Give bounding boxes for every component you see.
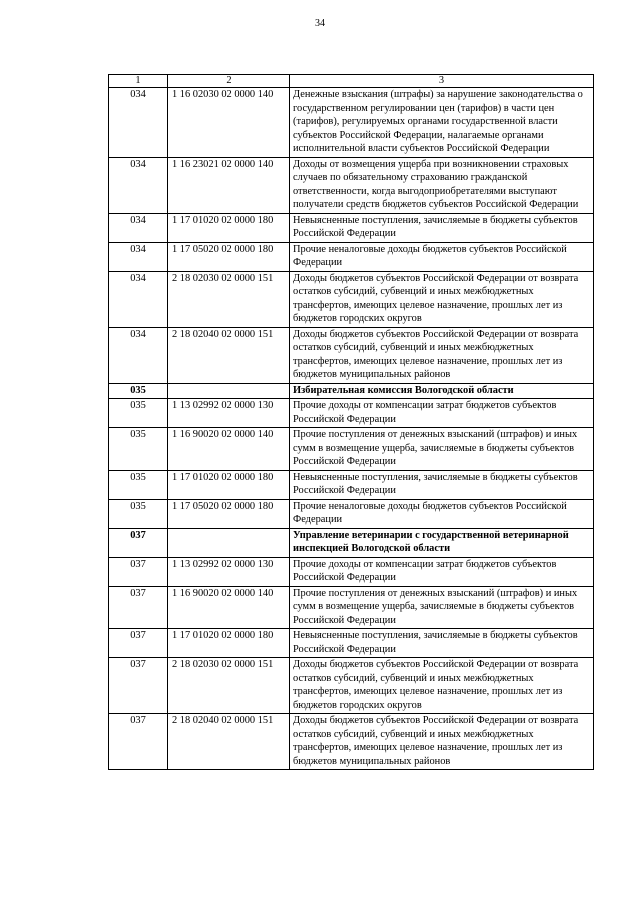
- admin-code-cell: 035: [109, 499, 168, 528]
- revenue-name-cell: Избирательная комиссия Вологодской области: [290, 383, 594, 399]
- revenue-name-cell: Невыясненные поступления, зачисляемые в бюджеты субъектов Российской Федерации: [290, 213, 594, 242]
- revenue-name-cell: Доходы бюджетов субъектов Российской Федерации от возврата остатков субсидий, субвенций и иных межбюджетных трансфертов, имеющих целевое назначение, прошлых лет из бюджетов муниципальных районов: [290, 714, 594, 770]
- table-row: [109, 499, 594, 528]
- revenue-name-cell: Прочие поступления от денежных взысканий (штрафов) и иных сумм в возмещение ущерба, зачисляемые в бюджеты субъектов Российской Федерации: [290, 428, 594, 471]
- admin-code-cell: 034: [109, 242, 168, 271]
- revenue-codes-table: [108, 74, 594, 770]
- revenue-code-cell: 2 18 02040 02 0000 151: [168, 327, 290, 383]
- revenue-name-cell: Прочие доходы от компенсации затрат бюджетов субъектов Российской Федерации: [290, 399, 594, 428]
- revenue-code-cell: [168, 528, 290, 557]
- column-header-3: 3: [290, 75, 594, 88]
- table-row: [109, 327, 594, 383]
- table-section-row: [109, 383, 594, 399]
- revenue-code-cell: 2 18 02040 02 0000 151: [168, 714, 290, 770]
- table-row: [109, 714, 594, 770]
- column-header-1: 1: [109, 75, 168, 88]
- revenue-name-cell: Доходы бюджетов субъектов Российской Федерации от возврата остатков субсидий, субвенций и иных межбюджетных трансфертов, имеющих целевое назначение, прошлых лет из бюджетов городских округов: [290, 658, 594, 714]
- revenue-code-cell: 1 13 02992 02 0000 130: [168, 399, 290, 428]
- revenue-code-cell: 1 17 01020 02 0000 180: [168, 470, 290, 499]
- table-row: [109, 88, 594, 158]
- revenue-name-cell: Доходы бюджетов субъектов Российской Федерации от возврата остатков субсидий, субвенций и иных межбюджетных трансфертов, имеющих целевое назначение, прошлых лет из бюджетов городских округов: [290, 271, 594, 327]
- revenue-code-cell: 1 13 02992 02 0000 130: [168, 557, 290, 586]
- revenue-code-cell: 1 16 90020 02 0000 140: [168, 586, 290, 629]
- admin-code-cell: 034: [109, 88, 168, 158]
- revenue-name-cell: Доходы от возмещения ущерба при возникновении страховых случаев по обязательному страхованию гражданской ответственности, когда выгодоприобретателями выступают получатели средств бюджетов субъектов Российской Федерации: [290, 157, 594, 213]
- admin-code-cell: 034: [109, 213, 168, 242]
- admin-code-cell: 035: [109, 428, 168, 471]
- revenue-code-cell: 1 17 05020 02 0000 180: [168, 242, 290, 271]
- admin-code-cell: 035: [109, 399, 168, 428]
- revenue-name-cell: Прочие поступления от денежных взысканий (штрафов) и иных сумм в возмещение ущерба, зачисляемые в бюджеты субъектов Российской Федерации: [290, 586, 594, 629]
- table-row: [109, 242, 594, 271]
- admin-code-cell: 035: [109, 470, 168, 499]
- admin-code-cell: 037: [109, 714, 168, 770]
- table-row: [109, 428, 594, 471]
- admin-code-cell: 037: [109, 658, 168, 714]
- revenue-name-cell: Денежные взыскания (штрафы) за нарушение законодательства о государственном регулировании цен (тарифов) в части цен (тарифов), регулируемых органами государственной власти субъектов Российской Федерации, налагаемые органами исполнительной власти субъектов Российской Федерации: [290, 88, 594, 158]
- revenue-name-cell: Прочие доходы от компенсации затрат бюджетов субъектов Российской Федерации: [290, 557, 594, 586]
- admin-code-cell: 034: [109, 327, 168, 383]
- revenue-name-cell: Прочие неналоговые доходы бюджетов субъектов Российской Федерации: [290, 499, 594, 528]
- table-row: [109, 658, 594, 714]
- table-row: [109, 557, 594, 586]
- table-body: [109, 88, 594, 770]
- revenue-code-cell: 1 17 05020 02 0000 180: [168, 499, 290, 528]
- admin-code-cell: 037: [109, 528, 168, 557]
- revenue-code-cell: 1 16 90020 02 0000 140: [168, 428, 290, 471]
- admin-code-cell: 037: [109, 557, 168, 586]
- revenue-code-cell: 2 18 02030 02 0000 151: [168, 271, 290, 327]
- admin-code-cell: 034: [109, 271, 168, 327]
- table-row: [109, 629, 594, 658]
- revenue-name-cell: Невыясненные поступления, зачисляемые в бюджеты субъектов Российской Федерации: [290, 629, 594, 658]
- table-header-row: [109, 75, 594, 88]
- page-number: 34: [315, 18, 325, 29]
- column-header-2: 2: [168, 75, 290, 88]
- table-row: [109, 271, 594, 327]
- revenue-code-cell: 1 17 01020 02 0000 180: [168, 629, 290, 658]
- revenue-code-cell: 1 16 23021 02 0000 140: [168, 157, 290, 213]
- admin-code-cell: 035: [109, 383, 168, 399]
- table-row: [109, 213, 594, 242]
- revenue-name-cell: Прочие неналоговые доходы бюджетов субъектов Российской Федерации: [290, 242, 594, 271]
- revenue-code-cell: 1 16 02030 02 0000 140: [168, 88, 290, 158]
- table-section-row: [109, 528, 594, 557]
- revenue-name-cell: Доходы бюджетов субъектов Российской Федерации от возврата остатков субсидий, субвенций и иных межбюджетных трансфертов, имеющих целевое назначение, прошлых лет из бюджетов муниципальных районов: [290, 327, 594, 383]
- table-row: [109, 586, 594, 629]
- revenue-name-cell: Управление ветеринарии с государственной ветеринарной инспекцией Вологодской области: [290, 528, 594, 557]
- revenue-code-cell: 1 17 01020 02 0000 180: [168, 213, 290, 242]
- admin-code-cell: 037: [109, 586, 168, 629]
- admin-code-cell: 034: [109, 157, 168, 213]
- table-row: [109, 470, 594, 499]
- revenue-name-cell: Невыясненные поступления, зачисляемые в бюджеты субъектов Российской Федерации: [290, 470, 594, 499]
- revenue-code-cell: [168, 383, 290, 399]
- revenue-code-cell: 2 18 02030 02 0000 151: [168, 658, 290, 714]
- table-row: [109, 399, 594, 428]
- admin-code-cell: 037: [109, 629, 168, 658]
- table-row: [109, 157, 594, 213]
